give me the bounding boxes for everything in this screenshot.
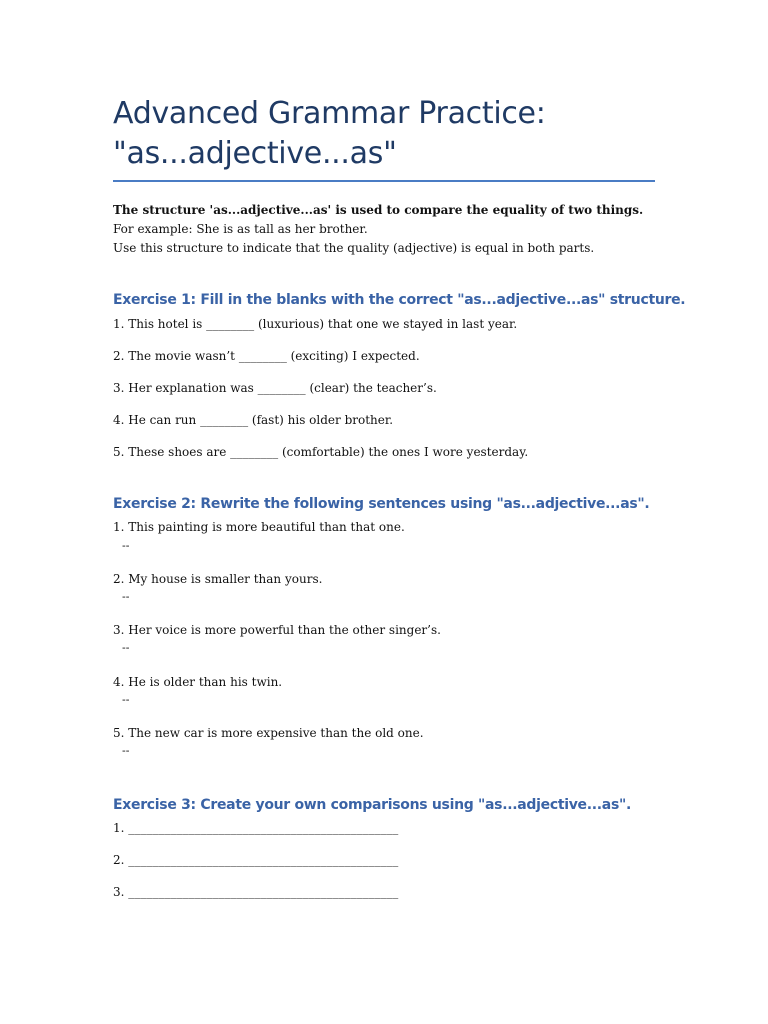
intro-example: For example: She is as tall as her brother. <box>113 222 368 236</box>
title-line-1: Advanced Grammar Practice: <box>113 96 546 131</box>
exercise-3-item: 2. _____________________________________________ <box>113 853 399 867</box>
exercise-2-answer: -- <box>122 744 130 757</box>
exercise-2-answer: -- <box>122 539 130 552</box>
exercise-2-heading: Exercise 2: Rewrite the following sentences using "as...adjective...as". <box>113 496 650 512</box>
exercise-2-answer: -- <box>122 693 130 706</box>
exercise-1-item: 3. Her explanation was ________ (clear) the teacher’s. <box>113 381 437 395</box>
exercise-2-sentence: 2. My house is smaller than yours. <box>113 572 323 586</box>
page-title <box>113 94 673 174</box>
exercise-3-item: 1. _____________________________________________ <box>113 821 399 835</box>
exercise-1-item: 2. The movie wasn’t ________ (exciting) I expected. <box>113 349 420 363</box>
exercise-2-answer: -- <box>122 641 130 654</box>
title-divider <box>113 180 655 182</box>
exercise-2-answer: -- <box>122 590 130 603</box>
exercise-1-item: 1. This hotel is ________ (luxurious) that one we stayed in last year. <box>113 317 518 331</box>
exercise-3-item: 3. _____________________________________________ <box>113 885 399 899</box>
exercise-1-item: 5. These shoes are ________ (comfortable) the ones I wore yesterday. <box>113 445 529 459</box>
exercise-2-sentence: 3. Her voice is more powerful than the other singer’s. <box>113 623 441 637</box>
intro-definition: The structure 'as...adjective...as' is used to compare the equality of two things. <box>113 203 644 217</box>
exercise-1-heading: Exercise 1: Fill in the blanks with the correct "as...adjective...as" structure. <box>113 292 686 308</box>
exercise-2-sentence: 4. He is older than his twin. <box>113 675 283 689</box>
exercise-2-sentence: 5. The new car is more expensive than the old one. <box>113 726 424 740</box>
title-line-2: "as...adjective...as" <box>113 136 397 171</box>
exercise-3-heading: Exercise 3: Create your own comparisons using "as...adjective...as". <box>113 797 631 813</box>
intro-section <box>113 201 643 258</box>
exercise-1-item: 4. He can run ________ (fast) his older brother. <box>113 413 394 427</box>
intro-usage: Use this structure to indicate that the quality (adjective) is equal in both parts. <box>113 241 595 255</box>
exercise-2-sentence: 1. This painting is more beautiful than that one. <box>113 520 405 534</box>
